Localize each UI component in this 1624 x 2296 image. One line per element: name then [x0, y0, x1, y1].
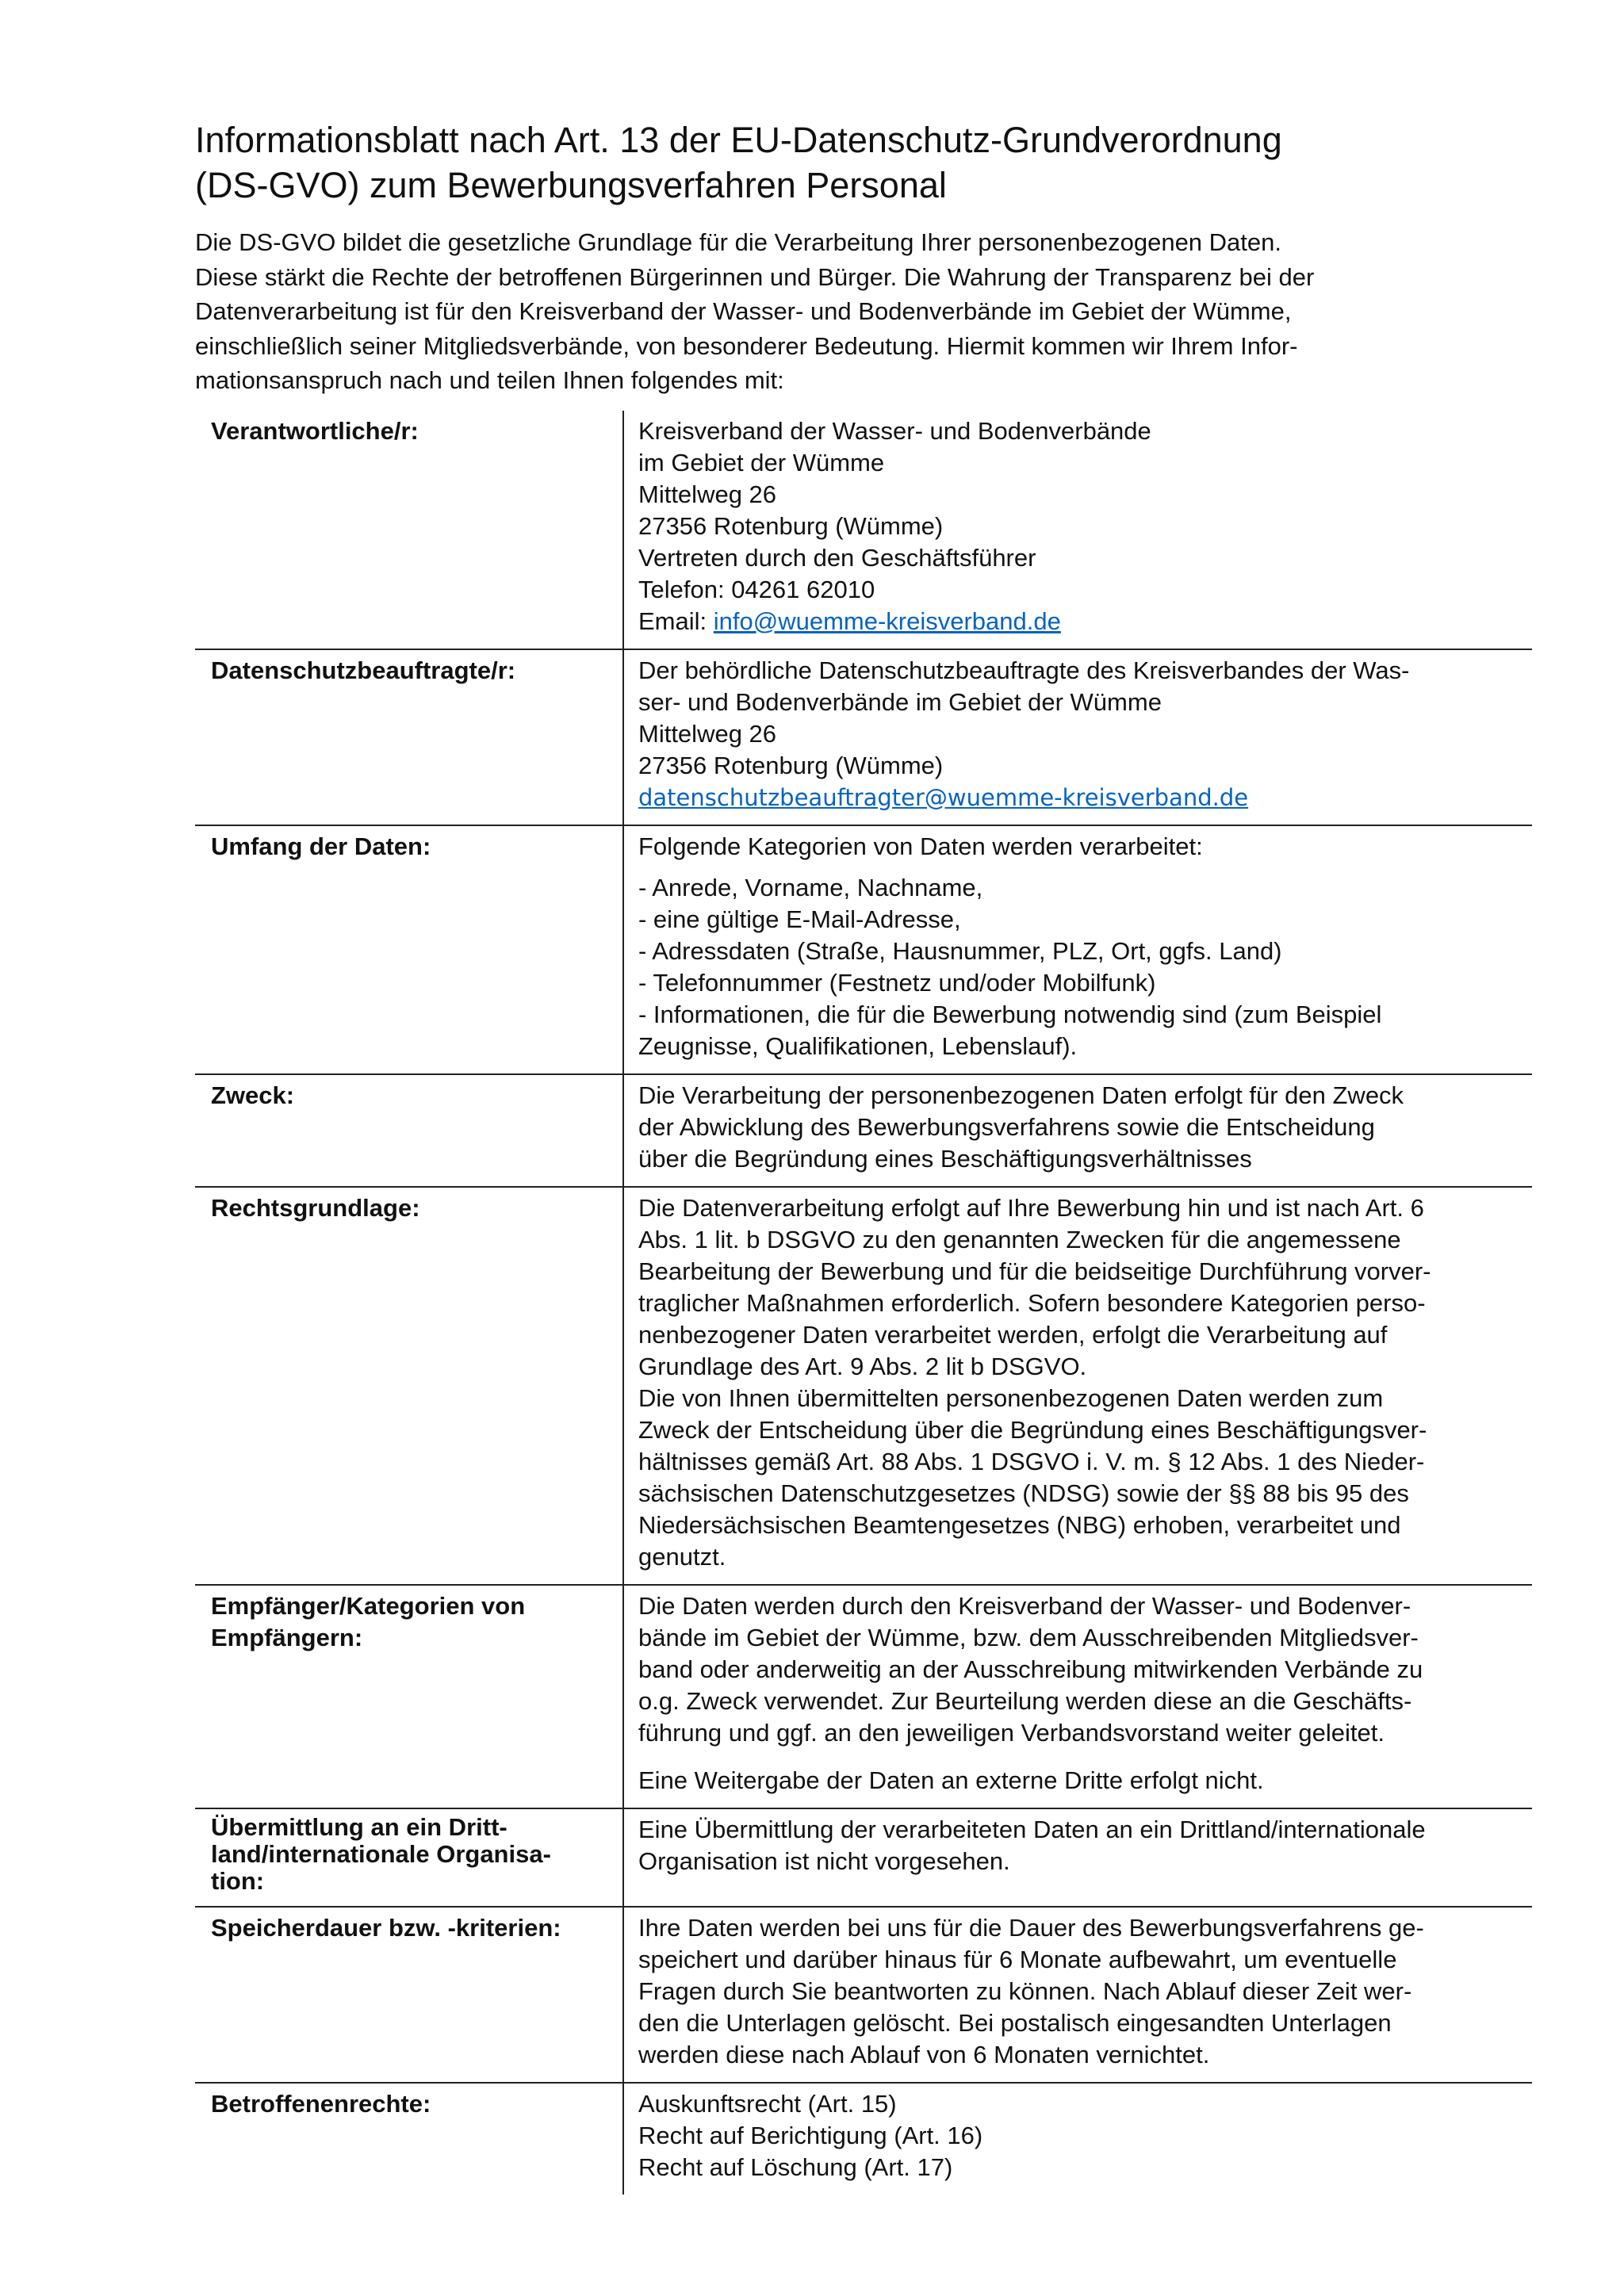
email-line — [638, 782, 1518, 813]
row-value — [623, 1808, 1532, 1907]
list-item: - Anrede, Vorname, Nachname, — [638, 873, 983, 901]
value-line: traglicher Maßnahmen erforderlich. Sofern besondere Kategorien perso- — [638, 1288, 1426, 1317]
email-link[interactable]: info@wuemme-kreisverband.de — [713, 607, 1061, 635]
table-row-empfaenger — [195, 1585, 1532, 1808]
table-row-drittland — [195, 1808, 1532, 1907]
row-value — [623, 2083, 1532, 2195]
table-row-rechtsgrundlage — [195, 1187, 1532, 1585]
list-item: Zeugnisse, Qualifikationen, Lebenslauf). — [638, 1031, 1078, 1060]
intro-line: mationsanspruch nach und teilen Ihnen folgendes mit: — [195, 366, 784, 394]
value-line: Auskunftsrecht (Art. 15) — [638, 2089, 897, 2118]
list-item: - Telefonnummer (Festnetz und/oder Mobilfunk) — [638, 968, 1156, 997]
row-value — [623, 1907, 1532, 2083]
table-row-umfang — [195, 825, 1532, 1074]
paragraph-gap — [638, 1749, 1518, 1765]
label-line: tion: — [211, 1866, 265, 1895]
value-line: Mittelweg 26 — [638, 719, 777, 748]
value-line: Der behördliche Datenschutzbeauftragte des Kreisverbandes der Was- — [638, 656, 1410, 684]
value-line: Recht auf Berichtigung (Art. 16) — [638, 2121, 983, 2149]
value-line: speichert und darüber hinaus für 6 Monate aufbewahrt, um eventuelle — [638, 1945, 1397, 1973]
row-label: Betroffenenrechte: — [195, 2083, 623, 2195]
row-label: Verantwortliche/r: — [211, 416, 419, 445]
label-line: Empfängern: — [211, 1623, 363, 1651]
value-line: nenbezogener Daten verarbeitet werden, erfolgt die Verarbeitung auf — [638, 1320, 1388, 1349]
table-row-speicherdauer — [195, 1907, 1532, 2083]
value-line: werden diese nach Ablauf von 6 Monaten vernichtet. — [638, 2040, 1210, 2068]
value-line: Die von Ihnen übermittelten personenbezogenen Daten werden zum — [638, 1383, 1384, 1412]
email-line — [638, 606, 1518, 637]
row-label: Speicherdauer bzw. -kriterien: — [195, 1907, 623, 2083]
value-line: Die Verarbeitung der personenbezogenen Daten erfolgt für den Zweck — [638, 1081, 1404, 1109]
value-line: Bearbeitung der Bewerbung und für die beidseitige Durchführung vorver- — [638, 1257, 1431, 1285]
email-link[interactable]: datenschutzbeauftragter@wuemme-kreisverband.de — [638, 783, 1249, 811]
value-line: Fragen durch Sie beantworten zu können. Nach Ablauf dieser Zeit wer- — [638, 1976, 1412, 2005]
value-line: den die Unterlagen gelöscht. Bei postalisch eingesandten Unterlagen — [638, 2008, 1392, 2037]
label-line: Empfänger/Kategorien von — [211, 1591, 526, 1620]
row-value — [623, 649, 1532, 825]
intro-paragraph — [195, 225, 1535, 398]
value-line: Vertreten durch den Geschäftsführer — [638, 543, 1036, 572]
value-line: Recht auf Löschung (Art. 17) — [638, 2152, 953, 2181]
title-line: (DS-GVO) zum Bewerbungsverfahren Personal — [195, 165, 947, 205]
value-line: über die Begründung eines Beschäftigungsverhältnisses — [638, 1144, 1252, 1173]
value-line: der Abwicklung des Bewerbungsverfahrens sowie die Entscheidung — [638, 1112, 1375, 1141]
email-prefix: Email: — [638, 607, 714, 635]
list-item: - Adressdaten (Straße, Hausnummer, PLZ, Ort, ggfs. Land) — [638, 936, 1282, 965]
value-line: Telefon: 04261 62010 — [638, 575, 875, 603]
value-line: band oder anderweitig an der Ausschreibung mitwirkenden Verbände zu — [638, 1655, 1423, 1683]
table-row-datenschutz — [195, 649, 1532, 825]
page-title — [195, 117, 1535, 208]
row-label: Zweck: — [195, 1074, 623, 1187]
value-line: Mittelweg 26 — [638, 480, 777, 508]
row-label: Umfang der Daten: — [195, 825, 623, 1074]
intro-line: Diese stärkt die Rechte der betroffenen Bürgerinnen und Bürger. Die Wahrung der Transparenz bei der — [195, 262, 1315, 291]
value-line: Die Daten werden durch den Kreisverband der Wasser- und Bodenver- — [638, 1591, 1411, 1620]
table-row-verantwortliche — [195, 411, 1532, 649]
value-line: im Gebiet der Wümme — [638, 448, 885, 476]
row-label — [195, 1808, 623, 1907]
value-line: ser- und Bodenverbände im Gebiet der Wümme — [638, 687, 1162, 716]
row-value — [623, 1585, 1532, 1808]
title-line: Informationsblatt nach Art. 13 der EU-Datenschutz-Grundverordnung — [195, 120, 1282, 160]
document-page — [195, 117, 1535, 2195]
row-label: Datenschutzbeauftragte/r: — [195, 649, 623, 825]
value-line: Abs. 1 lit. b DSGVO zu den genannten Zwecken für die angemessene — [638, 1225, 1401, 1253]
value-line: hältnisses gemäß Art. 88 Abs. 1 DSGVO i. V. m. § 12 Abs. 1 des Nieder- — [638, 1447, 1425, 1475]
value-line: 27356 Rotenburg (Wümme) — [638, 511, 944, 540]
value-line: Eine Weitergabe der Daten an externe Dritte erfolgt nicht. — [638, 1766, 1264, 1794]
value-line: Niedersächsischen Beamtengesetzes (NBG) erhoben, verarbeitet und — [638, 1510, 1401, 1539]
value-line: führung und ggf. an den jeweiligen Verbandsvorstand weiter geleitet. — [638, 1718, 1385, 1747]
intro-line: einschließlich seiner Mitgliedsverbände, von besonderer Bedeutung. Hiermit kommen wir Ihrem Infor- — [195, 331, 1298, 360]
table-row-betroffenenrechte — [195, 2083, 1532, 2195]
value-line: Organisation ist nicht vorgesehen. — [638, 1846, 1010, 1875]
row-value — [623, 1187, 1532, 1585]
value-line: Die Datenverarbeitung erfolgt auf Ihre Bewerbung hin und ist nach Art. 6 — [638, 1193, 1424, 1222]
value-line: 27356 Rotenburg (Wümme) — [638, 751, 944, 779]
value-line: genutzt. — [638, 1542, 726, 1571]
table-row-zweck — [195, 1074, 1532, 1187]
value-line: Kreisverband der Wasser- und Bodenverbände — [638, 416, 1151, 445]
row-value — [623, 825, 1532, 1074]
row-value — [623, 1074, 1532, 1187]
value-line: Zweck der Entscheidung über die Begründung eines Beschäftigungsver- — [638, 1415, 1427, 1444]
list-item: - eine gültige E-Mail-Adresse, — [638, 905, 961, 933]
row-label — [195, 1585, 623, 1808]
value-line: o.g. Zweck verwendet. Zur Beurteilung werden diese an die Geschäfts- — [638, 1686, 1412, 1715]
value-line: Grundlage des Art. 9 Abs. 2 lit b DSGVO. — [638, 1352, 1087, 1380]
value-line: bände im Gebiet der Wümme, bzw. dem Ausschreibenden Mitgliedsver- — [638, 1623, 1419, 1651]
value-heading: Folgende Kategorien von Daten werden verarbeitet: — [638, 832, 1203, 860]
label-line: Übermittlung an ein Dritt- — [211, 1812, 508, 1841]
value-line: Ihre Daten werden bei uns für die Dauer des Bewerbungsverfahrens ge- — [638, 1913, 1424, 1942]
row-value — [623, 411, 1532, 649]
intro-line: Die DS-GVO bildet die gesetzliche Grundlage für die Verarbeitung Ihrer personenbezogenen Daten. — [195, 228, 1281, 256]
row-label: Rechtsgrundlage: — [195, 1187, 623, 1585]
label-line: land/internationale Organisa- — [211, 1839, 551, 1868]
value-line: Eine Übermittlung der verarbeiteten Daten an ein Drittland/internationale — [638, 1815, 1426, 1843]
intro-line: Datenverarbeitung ist für den Kreisverband der Wasser- und Bodenverbände im Gebiet der Wümme, — [195, 297, 1292, 325]
list-item: - Informationen, die für die Bewerbung notwendig sind (zum Beispiel — [638, 1000, 1382, 1028]
value-line: sächsischen Datenschutzgesetzes (NDSG) sowie der §§ 88 bis 95 des — [638, 1479, 1409, 1507]
info-table — [195, 411, 1532, 2195]
